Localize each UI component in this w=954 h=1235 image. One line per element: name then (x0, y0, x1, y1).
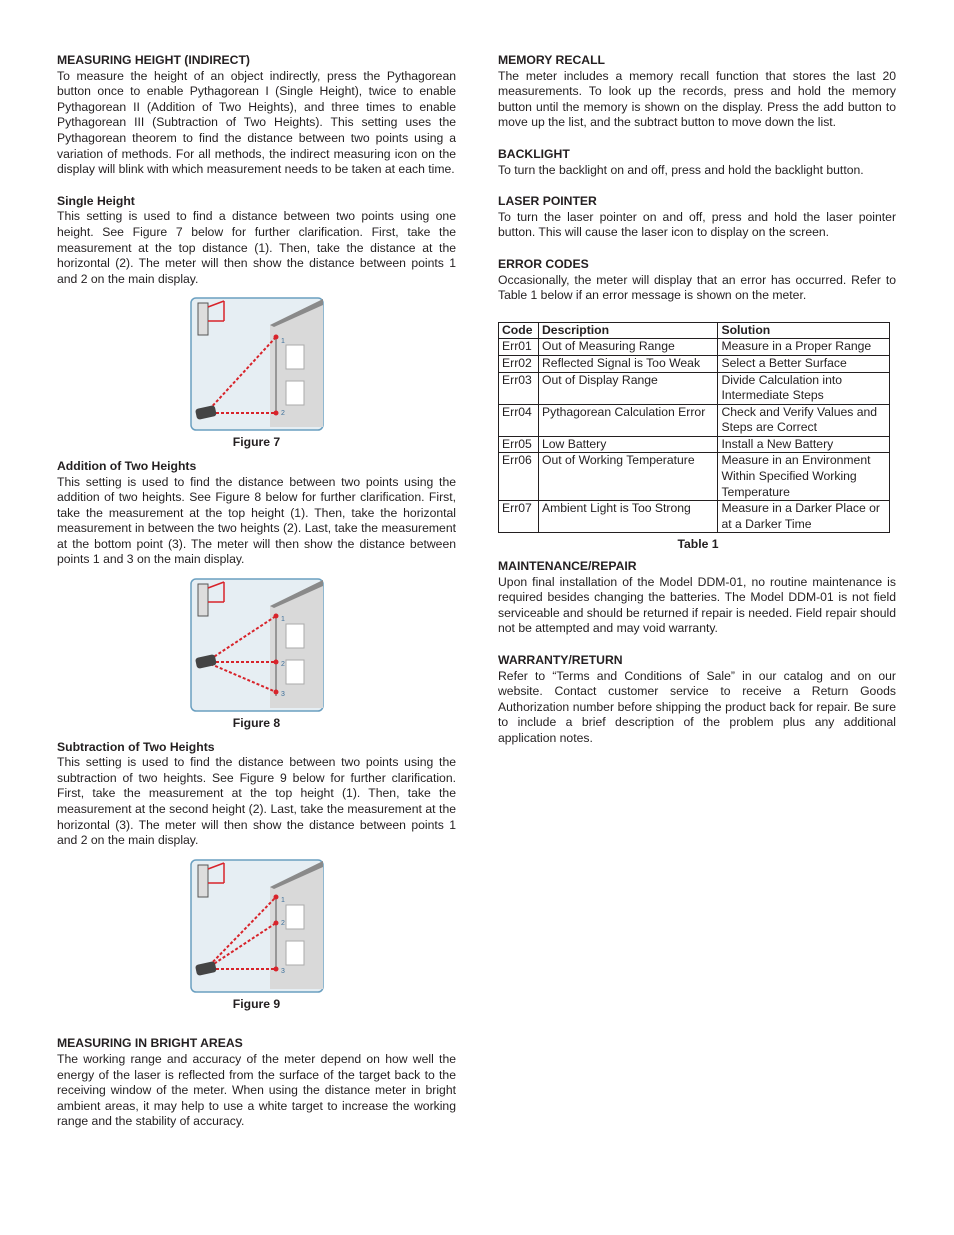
figure-7-caption: Figure 7 (232, 435, 281, 450)
section-heading-indirect: MEASURING HEIGHT (INDIRECT) (57, 53, 250, 67)
table-cell-solution: Measure in a Proper Range (718, 339, 890, 356)
left-column (57, 53, 456, 1130)
figure-9-caption: Figure 9 (232, 996, 281, 1011)
table-cell-solution: Install a New Battery (718, 436, 890, 453)
section-heading-warranty: WARRANTY/RETURN (498, 653, 623, 667)
table-cell-solution: Measure in a Darker Place or at a Darker Time (718, 501, 890, 533)
table-row (499, 404, 890, 436)
fig9-point-3: 3 (280, 967, 285, 975)
table-row (499, 372, 890, 404)
section-body-indirect: To measure the height of an object indirectly, press the Pythagorean button once to enable Pythagorean I (Single Height), twice to enable Pythagorean II (Addition of Two Heights), and three times to enable Pythagorean III (Subtraction of Two Heights). This setting uses the Pythagorean theorem to find the distance between two points using a variation of methods. For all methods, the indirect measuring icon on the display will blink with which measurement needs to be taken at each time. (57, 68, 456, 177)
table-cell-description: Low Battery (538, 436, 717, 453)
section-body-errors: Occasionally, the meter will display that an error has occurred. Refer to Table 1 below if an error message is shown on the meter. (498, 272, 896, 303)
subheading-subtraction: Subtraction of Two Heights (57, 739, 215, 754)
table-cell-description: Reflected Signal is Too Weak (538, 355, 717, 372)
table-cell-code: Err07 (499, 501, 539, 533)
table-cell-solution: Measure in an Environment Within Specified Working Temperature (718, 453, 890, 501)
table-row (499, 436, 890, 453)
table-row (499, 453, 890, 501)
body-addition: This setting is used to find the distance between two points using the addition of two heights. See Figure 8 below for further clarification. First, take the measurement at the top height (1). Then, take the horizontal measurement in between the two heights (2). Last, take the measurement at the bottom point (3). The meter will then show the distance between points 1 and 3 on the main display. (57, 474, 456, 567)
table-cell-solution: Select a Better Surface (718, 355, 890, 372)
table-row (499, 501, 890, 533)
section-body-laser: To turn the laser pointer on and off, press and hold the laser pointer button. This will cause the laser icon to display on the screen. (498, 209, 896, 240)
figure-9-illustration (190, 859, 324, 993)
table-header-row (499, 322, 890, 339)
table-row (499, 339, 890, 356)
figure-8-caption: Figure 8 (232, 716, 281, 731)
subheading-single-height: Single Height (57, 193, 135, 208)
table-cell-code: Err02 (499, 355, 539, 372)
table-cell-solution: Check and Verify Values and Steps are Correct (718, 404, 890, 436)
section-heading-errors: ERROR CODES (498, 256, 589, 271)
table-caption: Table 1 (677, 537, 719, 552)
table-cell-description: Out of Measuring Range (538, 339, 717, 356)
body-single-height: This setting is used to find a distance between two points using one height. See Figure 7 below for further clarification. First, take the measurement at the top distance (1). Then, take the distance at the horizontal (2). The meter will then show the distance between points 1 and 2 on the main display. (57, 209, 456, 286)
section-heading-bright: MEASURING IN BRIGHT AREAS (57, 1036, 243, 1051)
table-header-description: Description (538, 322, 717, 339)
section-heading-laser: LASER POINTER (498, 194, 597, 209)
fig7-point-2: 2 (280, 410, 285, 418)
fig8-point-1: 1 (280, 616, 285, 624)
table-cell-code: Err03 (499, 372, 539, 404)
table-row (499, 355, 890, 372)
section-heading-memory: MEMORY RECALL (498, 53, 605, 67)
table-cell-code: Err06 (499, 453, 539, 501)
subheading-addition: Addition of Two Heights (57, 458, 197, 473)
table-cell-code: Err04 (499, 404, 539, 436)
section-body-memory: The meter includes a memory recall function that stores the last 20 measurements. To look up the records, press and hold the memory button until the memory is shown on the display. Press the add button to move up the list, and the subtract button to move down the list. (498, 68, 896, 130)
fig9-point-2: 2 (280, 919, 285, 927)
table-cell-code: Err05 (499, 436, 539, 453)
figure-8-illustration (190, 578, 324, 712)
section-body-maintenance: Upon final installation of the Model DDM-01, no routine maintenance is required besides changing the batteries. The Model DDM-01 is not field serviceable and should be returned if repair is needed. Field repair should not be attempted and may void warranty. (498, 574, 896, 636)
section-body-warranty: Refer to “Terms and Conditions of Sale” in our catalog and on our website. Contact customer service to receive a Return Goods Authorization number before shipping the product back for repair. Be sure to include a brief description of the problem plus any additional application notes. (498, 668, 896, 745)
fig8-point-2: 2 (280, 661, 285, 669)
section-body-bright: The working range and accuracy of the meter depend on how well the energy of the laser is reflected from the surface of the target back to the receiving window of the meter. When using the distance meter in bright ambient areas, it may help to use a white target to increase the working range and the stability of accuracy. (57, 1052, 456, 1129)
table-cell-description: Pythagorean Calculation Error (538, 404, 717, 436)
error-codes-table (498, 322, 890, 534)
table-header-code: Code (499, 322, 539, 339)
fig9-point-1: 1 (280, 896, 285, 904)
figure-7-illustration (190, 297, 324, 431)
fig8-point-3: 3 (280, 691, 285, 699)
table-cell-code: Err01 (499, 339, 539, 356)
right-column (498, 53, 896, 747)
table-cell-description: Out of Working Temperature (538, 453, 717, 501)
fig7-point-1: 1 (280, 338, 285, 346)
table-cell-solution: Divide Calculation into Intermediate Steps (718, 372, 890, 404)
section-body-backlight: To turn the backlight on and off, press and hold the backlight button. (498, 162, 864, 177)
section-heading-backlight: BACKLIGHT (498, 146, 570, 161)
table-cell-description: Ambient Light is Too Strong (538, 501, 717, 533)
section-heading-maintenance: MAINTENANCE/REPAIR (498, 559, 637, 574)
table-header-solution: Solution (718, 322, 890, 339)
table-cell-description: Out of Display Range (538, 372, 717, 404)
body-subtraction: This setting is used to find the distance between two points using the subtraction of two heights. See Figure 9 below for further clarification. First, take the measurement at the top height (1). Then, take the measurement at the second height (2). Last, take the measurement at the horizontal (3). The meter will then show the distance between points 1 and 2 on the main display. (57, 755, 456, 848)
